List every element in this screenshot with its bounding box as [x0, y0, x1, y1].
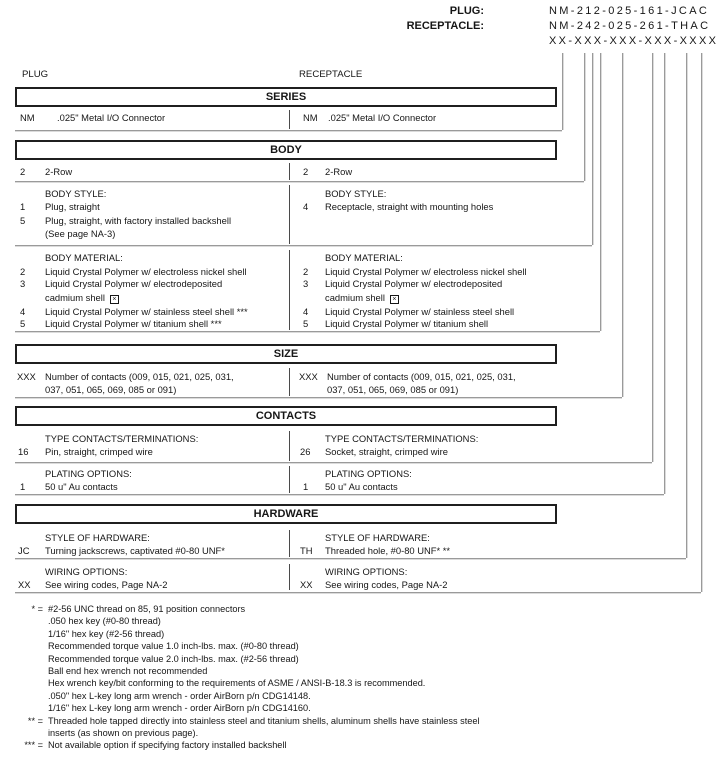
series-column-divider: [289, 110, 290, 129]
body-material-option-code: 2: [20, 266, 26, 277]
rule-wiring-bottom: [15, 592, 701, 593]
body-style-option-code: 4: [303, 201, 309, 212]
body-style-column-divider: [289, 185, 290, 244]
body-row-left-desc: 2-Row: [45, 166, 73, 177]
wiring-right-code: XX: [300, 579, 313, 590]
body-material-option-desc: Liquid Crystal Polymer w/ titanium shell: [325, 318, 489, 329]
leader-line-size: [622, 53, 623, 397]
footnote-text: #2-56 UNC thread on 85, 91 position connectors: [48, 604, 246, 614]
series-left-desc: .025" Metal I/O Connector: [57, 112, 166, 123]
contacts-section-header: CONTACTS: [15, 406, 557, 426]
plating-heading-right: PLATING OPTIONS:: [325, 468, 412, 479]
contacts-type-right-code: 26: [300, 446, 311, 457]
leader-line-body-material: [600, 53, 601, 331]
wiring-heading-right: WIRING OPTIONS:: [325, 566, 408, 577]
unavailable-box-icon: ×: [390, 295, 399, 304]
hardware-style-left-desc: Turning jackscrews, captivated #0-80 UNF*: [45, 545, 225, 556]
footnote-text: .050" hex L-key long arm wrench - order AirBorn p/n CDG14148.: [48, 691, 311, 701]
body-material-option-code: 5: [20, 318, 26, 329]
footnote-text: .050 hex key (#0-80 thread): [48, 616, 161, 626]
plating-left-desc: 50 u" Au contacts: [45, 481, 118, 492]
body-material-column-divider: [289, 250, 290, 330]
rule-contacts-type-bottom: [15, 462, 652, 463]
footnote-line: [15, 739, 726, 751]
body-row-column-divider: [289, 163, 290, 180]
body-material-option-code: 2: [303, 266, 309, 277]
rule-hardware-style-bottom: [15, 558, 686, 559]
contacts-type-left-code: 16: [18, 446, 29, 457]
contacts-type-column-divider: [289, 431, 290, 461]
body-material-option-cont: [45, 292, 119, 304]
footnote-marker: ** =: [27, 716, 43, 726]
footnote-line: [15, 702, 726, 714]
footnote-marker: *** =: [24, 740, 43, 750]
footnote-text: 1/16" hex L-key long arm wrench - order AirBorn p/n CDG14160.: [48, 703, 311, 713]
footnote-line: [15, 665, 726, 677]
wiring-heading-left: WIRING OPTIONS:: [45, 566, 128, 577]
body-section-header: BODY: [15, 140, 557, 160]
footnote-text: Recommended torque value 1.0 inch-lbs. max. (#0-80 thread): [48, 641, 299, 651]
footnote-text: Hex wrench key/bit conforming to the requirements of ASME / ANSI-B-18.3 is recommended.: [48, 678, 426, 688]
leader-line-body-style: [592, 53, 593, 245]
body-style-option-desc: Plug, straight: [45, 201, 100, 212]
leader-line-wiring: [701, 53, 702, 592]
body-style-option-desc: Plug, straight, with factory installed backshell: [45, 215, 232, 226]
leader-line-contacts-type: [652, 53, 653, 462]
hardware-style-right-code: TH: [300, 545, 313, 556]
footnote-line: [15, 727, 726, 739]
size-section-header: SIZE: [15, 344, 557, 364]
unavailable-box-icon: ×: [110, 295, 119, 304]
series-section-header: SERIES: [15, 87, 557, 107]
body-style-heading-left: BODY STYLE:: [45, 188, 107, 199]
plating-column-divider: [289, 466, 290, 493]
hardware-section-header: HARDWARE: [15, 504, 557, 524]
leader-line-series: [562, 53, 563, 130]
footnote-text: 1/16" hex key (#2-56 thread): [48, 629, 165, 639]
body-row-left-code: 2: [20, 166, 26, 177]
body-material-option-desc: Liquid Crystal Polymer w/ titanium shell ***: [45, 318, 222, 329]
footnote-marker: * =: [31, 604, 43, 614]
body-style-option-code: 1: [20, 201, 26, 212]
footnote-text: Recommended torque value 2.0 inch-lbs. max. (#2-56 thread): [48, 654, 299, 664]
footnote-line: [15, 603, 726, 615]
body-material-option-code: 4: [20, 306, 26, 317]
wiring-right-desc: See wiring codes, Page NA-2: [325, 579, 448, 590]
plug-pn-label: PLUG:: [449, 5, 484, 17]
receptacle-pn-value: NM-242-025-261-THAC: [549, 20, 711, 32]
body-material-heading-right: BODY MATERIAL:: [325, 252, 403, 263]
footnote-line: [15, 690, 726, 702]
body-row-right-code: 2: [303, 166, 309, 177]
footnote-text: Threaded hole tapped directly into stainless steel and titanium shells, aluminum shells have stainless steel: [48, 716, 480, 726]
body-material-option-code: 5: [303, 318, 309, 329]
rule-body-material-bottom: [15, 331, 600, 332]
hardware-style-left-code: JC: [18, 545, 30, 556]
wiring-column-divider: [289, 564, 290, 590]
series-right-code: NM: [303, 112, 318, 123]
footnote-line: [15, 715, 726, 727]
contacts-type-right-desc: Socket, straight, crimped wire: [325, 446, 448, 457]
size-right-desc-2: 037, 051, 065, 069, 085 or 091): [327, 384, 459, 395]
cadmium-shell-text: cadmium shell: [325, 292, 385, 303]
leader-line-plating: [664, 53, 665, 494]
leader-line-hardware-style: [686, 53, 687, 558]
wiring-left-desc: See wiring codes, Page NA-2: [45, 579, 168, 590]
plating-right-code: 1: [303, 481, 309, 492]
footnote-line: [15, 640, 726, 652]
footnote-text: Ball end hex wrench not recommended: [48, 666, 208, 676]
body-material-option-desc: Liquid Crystal Polymer w/ electrodeposited: [45, 278, 223, 289]
hardware-style-right-desc: Threaded hole, #0-80 UNF* **: [325, 545, 451, 556]
size-column-divider: [289, 368, 290, 396]
footnote-text: inserts (as shown on previous page).: [48, 728, 199, 738]
plating-right-desc: 50 u" Au contacts: [325, 481, 398, 492]
leader-line-body-row: [584, 53, 585, 181]
rule-body-row-bottom: [15, 181, 584, 182]
left-column-label: PLUG: [22, 69, 49, 80]
body-material-option-desc: Liquid Crystal Polymer w/ electroless nickel shell: [45, 266, 247, 277]
body-material-heading-left: BODY MATERIAL:: [45, 252, 123, 263]
series-right-desc: .025" Metal I/O Connector: [328, 112, 437, 123]
footnote-line: [15, 653, 726, 665]
plating-heading-left: PLATING OPTIONS:: [45, 468, 132, 479]
right-column-label: RECEPTACLE: [299, 69, 363, 80]
contacts-type-heading-left: TYPE CONTACTS/TERMINATIONS:: [45, 433, 199, 444]
body-material-option-desc: Liquid Crystal Polymer w/ electrodeposited: [325, 278, 503, 289]
rule-series-bottom: [15, 130, 562, 131]
body-material-option-cont: [325, 292, 399, 304]
size-left-code: XXX: [17, 371, 36, 382]
plug-pn-value: NM-212-025-161-JCAC: [549, 5, 710, 17]
plating-left-code: 1: [20, 481, 26, 492]
body-style-option-code: 5: [20, 215, 26, 226]
body-style-heading-right: BODY STYLE:: [325, 188, 387, 199]
rule-body-style-bottom: [15, 245, 592, 246]
wiring-left-code: XX: [18, 579, 31, 590]
size-right-code: XXX: [299, 371, 318, 382]
cadmium-shell-text: cadmium shell: [45, 292, 105, 303]
footnote-text: Not available option if specifying factory installed backshell: [48, 740, 287, 750]
rule-plating-bottom: [15, 494, 664, 495]
body-material-option-desc: Liquid Crystal Polymer w/ electroless nickel shell: [325, 266, 527, 277]
body-material-option-code: 3: [20, 278, 26, 289]
footnote-line: [15, 615, 726, 627]
receptacle-pn-label: RECEPTACLE:: [406, 20, 484, 32]
contacts-type-heading-right: TYPE CONTACTS/TERMINATIONS:: [325, 433, 479, 444]
size-left-desc-2: 037, 051, 065, 069, 085 or 091): [45, 384, 177, 395]
body-material-option-desc: Liquid Crystal Polymer w/ stainless steel shell: [325, 306, 515, 317]
hardware-style-column-divider: [289, 530, 290, 557]
body-material-option-desc: Liquid Crystal Polymer w/ stainless steel shell ***: [45, 306, 248, 317]
size-left-desc-1: Number of contacts (009, 015, 021, 025, 031,: [45, 371, 234, 382]
body-style-option-desc: Receptacle, straight with mounting holes: [325, 201, 494, 212]
pn-mask: XX-XXX-XXX-XXX-XXXX: [549, 35, 719, 47]
body-material-option-code: 3: [303, 278, 309, 289]
body-material-option-code: 4: [303, 306, 309, 317]
footnote-line: [15, 677, 726, 689]
series-left-code: NM: [20, 112, 35, 123]
rule-size-bottom: [15, 397, 622, 398]
body-row-right-desc: 2-Row: [325, 166, 353, 177]
body-style-option-cont: (See page NA-3): [45, 228, 116, 239]
hardware-style-heading-left: STYLE OF HARDWARE:: [45, 532, 150, 543]
size-right-desc-1: Number of contacts (009, 015, 021, 025, 031,: [327, 371, 516, 382]
contacts-type-left-desc: Pin, straight, crimped wire: [45, 446, 153, 457]
hardware-style-heading-right: STYLE OF HARDWARE:: [325, 532, 430, 543]
footnote-line: [15, 628, 726, 640]
